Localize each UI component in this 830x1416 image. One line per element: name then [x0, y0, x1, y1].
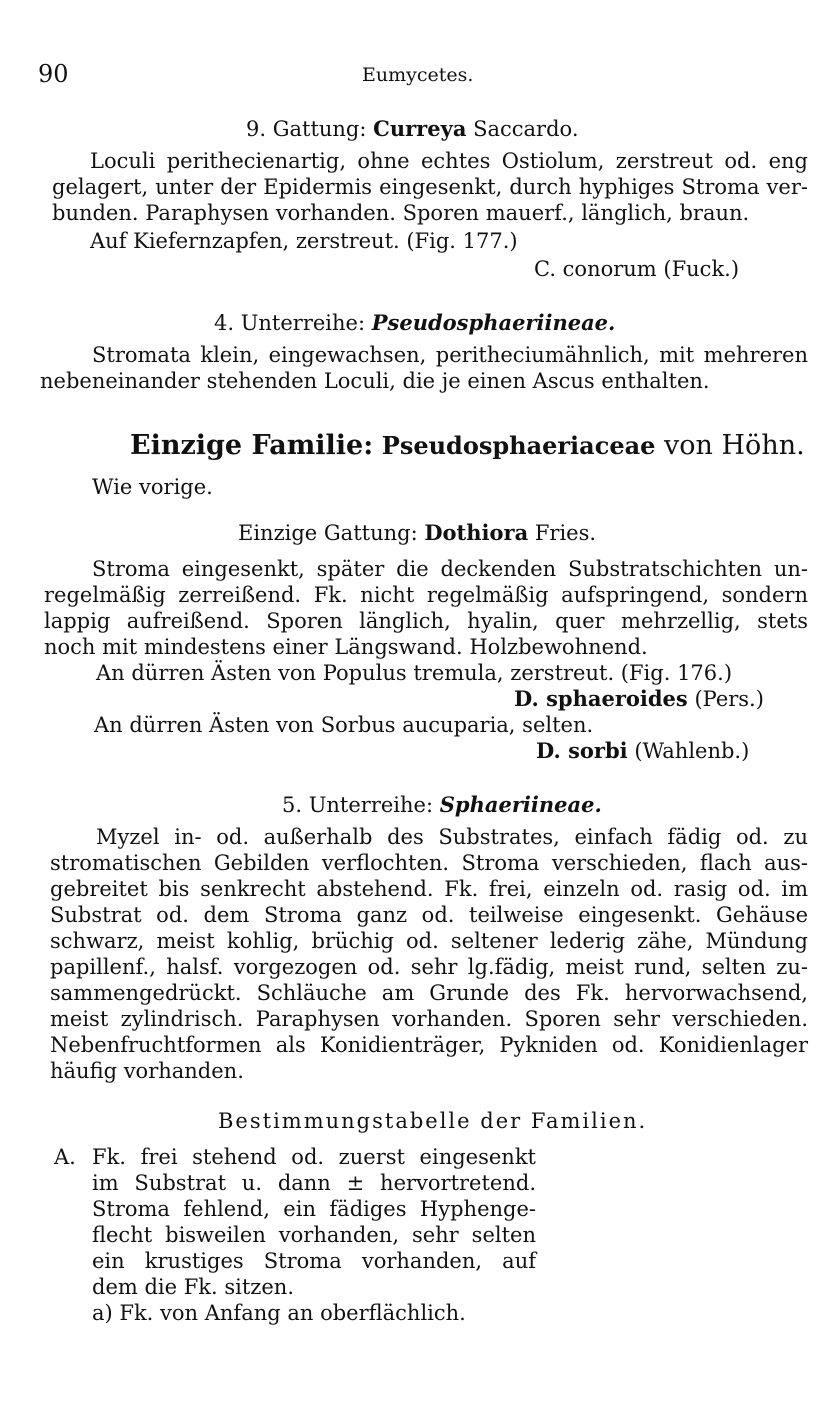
text-line: schwarz, meist kohlig, brüchig od. seltener lederig zähe, Mündung: [50, 929, 808, 953]
key-line: flecht bisweilen vorhanden, sehr selten: [92, 1223, 536, 1247]
genus-heading: [238, 520, 596, 546]
text-line: noch mit mindestens einer Längswand. Holzbewohnend.: [44, 635, 648, 659]
species-name: D. sphaeroides (Pers.): [514, 686, 764, 711]
text-line: gelagert, unter der Epidermis eingesenkt, durch hyphiges Stroma ver-: [52, 175, 808, 199]
genus-heading: [246, 116, 579, 142]
running-title: Eumycetes.: [362, 64, 474, 86]
text-line: Substrat od. dem Stroma ganz od. teilweise eingesenkt. Gehäuse: [50, 903, 808, 927]
text-line: papillenf., halsf. vorgezogen od. sehr lg.fädig, meist rund, selten zu-: [50, 955, 808, 979]
key-line: im Substrat u. dann ± hervortretend.: [92, 1171, 536, 1195]
text-line: Stroma eingesenkt, später die deckenden Substratschichten un-: [92, 557, 808, 581]
text-line: bunden. Paraphysen vorhanden. Sporen mauerf., länglich, braun.: [52, 201, 750, 225]
habitat-line: An dürren Ästen von Sorbus aucuparia, selten.: [94, 713, 594, 737]
text-line: Myzel in- od. außerhalb des Substrates, einfach fädig od. zu: [96, 825, 808, 849]
key-line: ein krustiges Stroma vorhanden, auf: [92, 1249, 536, 1273]
key-label: A.: [54, 1145, 76, 1169]
text-line: stromatischen Gebilden verflochten. Stroma verschieden, flach aus-: [50, 851, 808, 875]
text-line: Stromata klein, eingewachsen, peritheciumähnlich, mit mehreren: [92, 343, 808, 367]
family-author: von Höhn.: [664, 430, 805, 461]
species-name: D. sorbi (Wahlenb.): [536, 738, 750, 763]
key-line: Stroma fehlend, ein fädiges Hyphenge-: [92, 1197, 536, 1221]
genus-label: Einzige Gattung:: [238, 521, 418, 545]
suborder-heading: [214, 310, 615, 336]
key-line: dem die Fk. sitzen.: [92, 1275, 294, 1299]
genus-number: 9. Gattung:: [246, 117, 367, 141]
text-line: sammengedrückt. Schläuche am Grunde des Fk. hervorwachsend,: [50, 981, 808, 1005]
family-heading: [130, 430, 805, 462]
suborder-name: Pseudosphaeriineae.: [371, 310, 616, 335]
suborder-number: 4. Unterreihe:: [214, 311, 366, 335]
text-line: Nebenfruchtformen als Konidienträger, Pykniden od. Konidienlager: [50, 1033, 808, 1057]
text-line: Loculi perithecienartig, ohne echtes Ostiolum, zerstreut od. eng: [90, 149, 808, 173]
suborder-heading: [282, 792, 602, 818]
key-title: Bestimmungstabelle der Familien.: [218, 1109, 648, 1133]
genus-author: Fries.: [534, 521, 597, 545]
page-number: 90: [38, 60, 69, 88]
text-line: regelmäßig zerreißend. Fk. nicht regelmäßig aufspringend, sondern: [44, 583, 808, 607]
text-line: meist zylindrisch. Paraphysen vorhanden. Sporen sehr verschieden.: [50, 1007, 808, 1031]
text-line: lappig aufreißend. Sporen länglich, hyalin, quer mehrzellig, stets: [44, 609, 808, 633]
suborder-name: Sphaeriineae.: [439, 792, 602, 817]
habitat-line: An dürren Ästen von Populus tremula, zerstreut. (Fig. 176.): [96, 661, 733, 685]
genus-name: Curreya: [373, 116, 467, 141]
key-line: Fk. frei stehend od. zuerst eingesenkt: [92, 1145, 536, 1169]
text-line: nebeneinander stehenden Loculi, die je einen Ascus enthalten.: [40, 369, 710, 393]
suborder-number: 5. Unterreihe:: [282, 793, 434, 817]
text-line: Auf Kiefernzapfen, zerstreut. (Fig. 177.): [90, 229, 518, 253]
family-name: Pseudosphaeriaceae: [381, 431, 656, 460]
text-line: häufig vorhanden.: [50, 1059, 244, 1083]
genus-name: Dothiora: [424, 520, 529, 545]
text-line: gebreitet bis senkrecht abstehend. Fk. frei, einzeln od. rasig od. im: [50, 877, 808, 901]
key-subitem: a) Fk. von Anfang an oberflächlich.: [92, 1301, 466, 1325]
family-label: Einzige Familie:: [130, 430, 374, 461]
species-name: C. conorum (Fuck.): [534, 257, 740, 281]
genus-author: Saccardo.: [473, 117, 579, 141]
family-note: Wie vorige.: [92, 475, 213, 499]
